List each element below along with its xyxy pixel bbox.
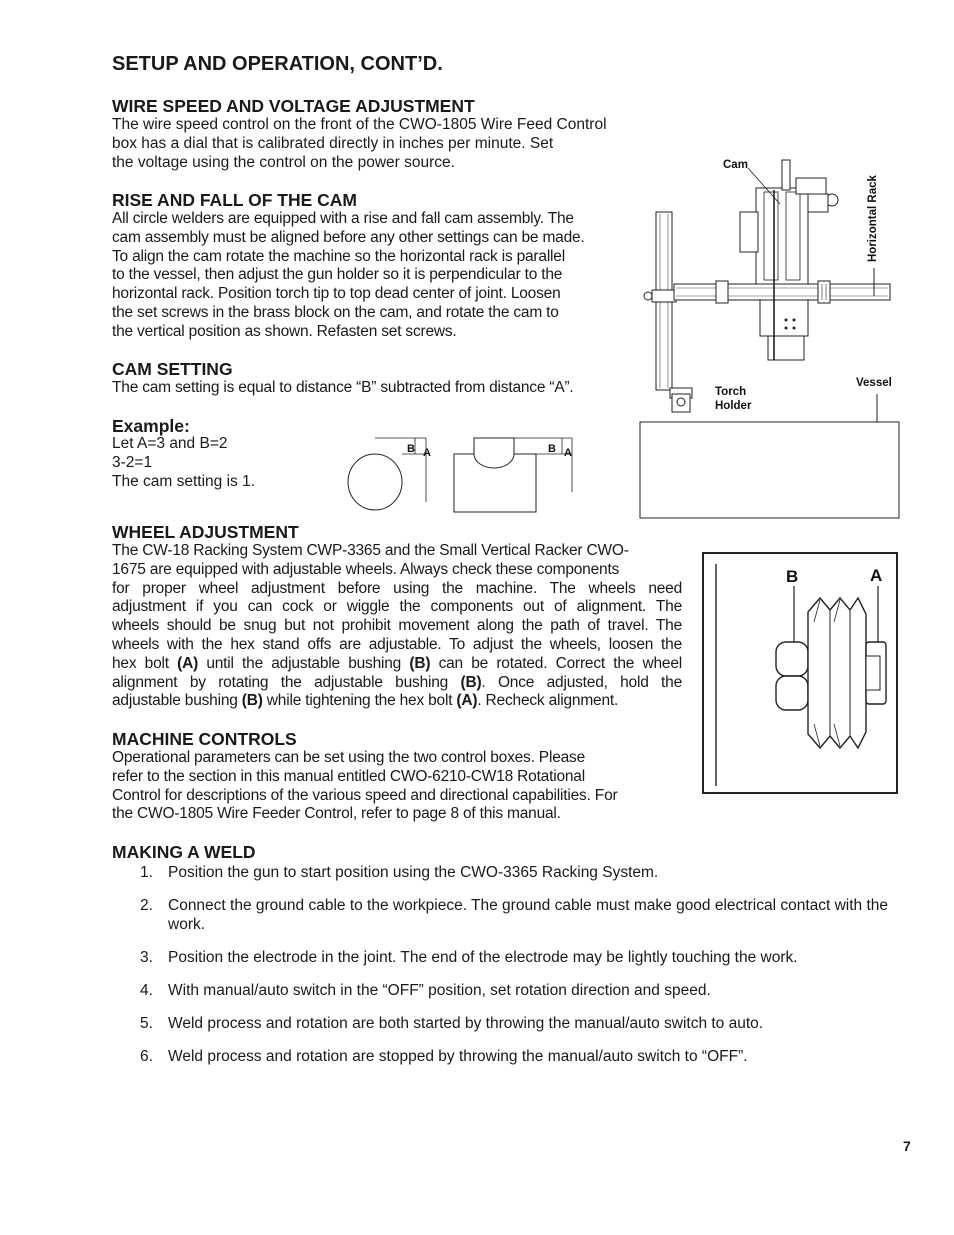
cam-setting-body: The cam setting is equal to distance “B” subtracted from distance “A”.	[112, 379, 574, 396]
wheel-label-b: B	[786, 567, 799, 586]
wheel-heading: WHEEL ADJUSTMENT	[112, 522, 299, 542]
page-title: SETUP AND OPERATION, CONT’D.	[112, 53, 443, 75]
cam-label-b-right: B	[548, 443, 556, 455]
vessel-box	[640, 422, 899, 518]
rise-fall-body: All circle welders are equipped with a rise and fall cam assembly. The cam assembly must be aligned before any other settings can be made. To align the cam rotate the machine so the horizontal rack is parallel to the vessel, then adjust the gun holder so it is perpendicular to the horizontal rack. Position torch tip to top dead center of joint. Loosen the set screws in the brass block on the cam, and rotate the cam to the vertical position as shown. Refasten set screws.	[112, 210, 585, 340]
cam-label-a-left: A	[423, 447, 431, 459]
wheel-figure	[702, 552, 898, 794]
list-item: 2. Connect the ground cable to the workpiece. The ground cable must make good electrical contact with the work.	[140, 896, 889, 933]
cam-example-figure	[340, 432, 580, 522]
label-holder: Holder	[715, 400, 752, 412]
page-number: 7	[903, 1138, 911, 1154]
machine-controls-body: Operational parameters can be set using the two control boxes. Please refer to the section in this manual entitled CWO-6210-CW18 Rotational Control for descriptions of the various speed and directional capabilities. For the CWO-1805 Wire Feeder Control, refer to page 8 of this manual.	[112, 749, 618, 823]
cam-setting-heading: CAM SETTING	[112, 359, 233, 379]
cam-label-a-right: A	[564, 447, 572, 459]
cam-label-b-left: B	[407, 443, 415, 455]
list-item: 6. Weld process and rotation are stopped by throwing the manual/auto switch to “OFF”.	[140, 1047, 748, 1065]
machine-controls-heading: MACHINE CONTROLS	[112, 729, 297, 749]
label-vessel: Vessel	[856, 377, 892, 389]
making-weld-heading: MAKING A WELD	[112, 842, 256, 862]
list-item: 1. Position the gun to start position using the CWO-3365 Racking System.	[140, 864, 659, 881]
example-body: Let A=3 and B=2 3-2=1 The cam setting is 1.	[112, 435, 256, 490]
wheel-label-a: A	[870, 566, 883, 585]
list-item: 4. With manual/auto switch in the “OFF” position, set rotation direction and speed.	[140, 981, 711, 999]
label-torch: Torch	[715, 386, 747, 398]
example-heading: Example:	[112, 416, 190, 436]
label-cam: Cam	[723, 159, 748, 171]
wheel-body: The CW-18 Racking System CWP-3365 and the Small Vertical Racker CWO- 1675 are equipped with adjustable wheels. Always check these components for proper wheel adjustment before using the machine. The wheels need adjustment if you can cock or wiggle the components out of alignment. The wheels should be snug but not prohibit movement along the path of travel. The wheels with the hex stand offs are adjustable. To adjust the wheels, loosen the hex bolt (A) until the adjustable bushing (B) can be rotated. Correct the wheel alignment by rotating the adjustable bushing (B). Once adjusted, hold the adjustable bushing (B) while tightening the hex bolt (A). Recheck alignment.	[112, 542, 683, 710]
weld-steps-list	[112, 864, 902, 1081]
list-item: 5. Weld process and rotation are both started by throwing the manual/auto switch to auto.	[140, 1014, 764, 1032]
wire-speed-body: The wire speed control on the front of the CWO-1805 Wire Feed Control box has a dial that is calibrated directly in inches per minute. Set the voltage using the control on the power source.	[112, 116, 607, 171]
rise-fall-heading: RISE AND FALL OF THE CAM	[112, 190, 357, 210]
wire-speed-heading: WIRE SPEED AND VOLTAGE ADJUSTMENT	[112, 96, 475, 116]
list-item: 3. Position the electrode in the joint. The end of the electrode may be lightly touching the work.	[140, 948, 798, 966]
label-horizontal-rack: Horizontal Rack	[867, 175, 879, 262]
circle-welder-figure	[636, 150, 904, 522]
